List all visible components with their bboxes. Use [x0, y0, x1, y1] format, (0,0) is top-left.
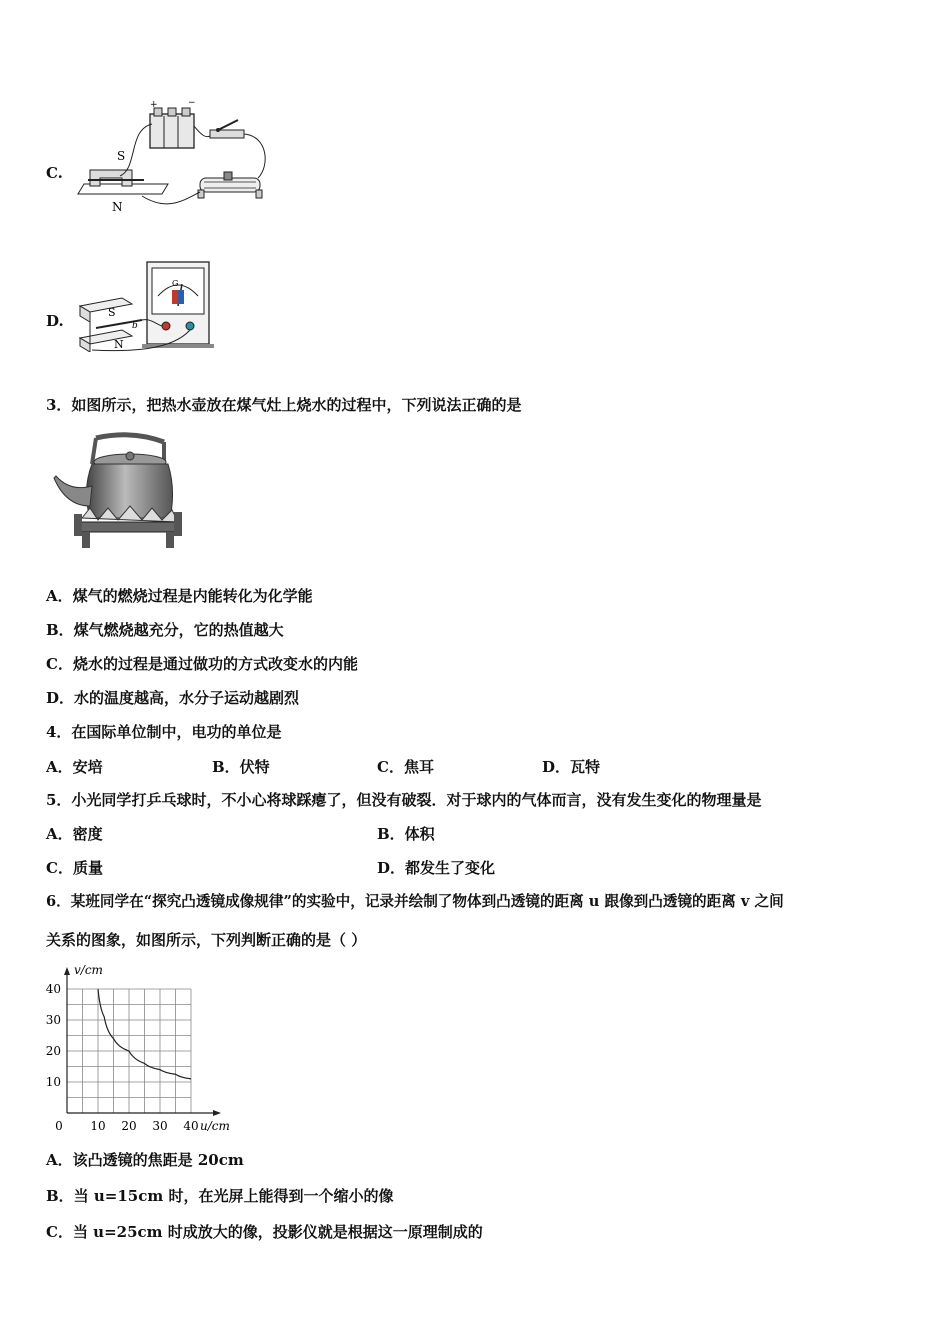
magnet-s-label: S [117, 149, 126, 163]
q6-option-b: B．当 u=15cm 时，在光屏上能得到一个缩小的像 [46, 1187, 394, 1205]
q4-option-a: A．安培 [46, 758, 103, 776]
x-tick-label: 0 [55, 1119, 63, 1133]
battery-icon [150, 98, 196, 148]
magnet-n-label: N [114, 338, 124, 351]
x-tick-label: 20 [121, 1119, 137, 1133]
y-tick-label: 10 [45, 1075, 61, 1089]
meter-g-label: G [172, 279, 179, 288]
question-5-stem: 5．小光同学打乒乓球时，不小心将球踩瘪了，但没有破裂．对于球内的气体而言，没有发生变化的物理量是 [46, 791, 762, 809]
q6-option-c: C．当 u=25cm 时成放大的像，投影仪就是根据这一原理制成的 [46, 1223, 483, 1241]
chart-y-axis-label: v/cm [74, 963, 103, 977]
q4-option-d: D．瓦特 [542, 758, 601, 776]
y-tick-label: 20 [45, 1044, 61, 1058]
y-axis-arrow [64, 967, 70, 975]
magnet-icon [80, 298, 142, 352]
kettle-figure [52, 430, 184, 552]
rheostat-icon [198, 172, 262, 198]
question-4-stem: 4．在国际单位制中，电功的单位是 [46, 723, 282, 741]
question-3-stem: 3．如图所示，把热水壶放在煤气灶上烧水的过程中，下列说法正确的是 [46, 396, 522, 414]
switch-icon [210, 120, 244, 138]
x-tick-label: 10 [90, 1119, 106, 1133]
chart-x-axis-label: u/cm [200, 1119, 230, 1133]
galvanometer-icon [142, 262, 214, 348]
y-tick-label: 40 [45, 982, 61, 996]
question-6-stem-line1: 6．某班同学在“探究凸透镜成像规律”的实验中，记录并绘制了物体到凸透镜的距离 u 跟像到凸透镜的距离 v 之间 [46, 893, 784, 910]
circuit-figure-c [72, 96, 272, 216]
x-tick-label: 40 [183, 1119, 199, 1133]
option-c-label: C. [46, 164, 63, 182]
uv-chart [40, 960, 240, 1136]
battery-plus: + [150, 100, 158, 110]
battery-minus: − [188, 98, 196, 108]
option-d-label: D. [46, 312, 64, 330]
q3-option-c: C．烧水的过程是通过做功的方式改变水的内能 [46, 655, 358, 673]
magnet-s-label: S [108, 306, 116, 319]
q4-option-b: B．伏特 [212, 758, 270, 776]
generator-figure-d [72, 260, 217, 352]
q3-option-d: D．水的温度越高，水分子运动越剧烈 [46, 689, 300, 707]
q5-option-a: A．密度 [46, 825, 103, 843]
magnet-icon [78, 149, 168, 214]
y-tick-label: 30 [45, 1013, 61, 1027]
q3-option-b: B．煤气燃烧越充分，它的热值越大 [46, 621, 284, 639]
wire-b-label: b [132, 321, 138, 331]
q5-option-b: B．体积 [377, 825, 435, 843]
q6-option-a: A．该凸透镜的焦距是 20cm [46, 1151, 244, 1169]
magnet-n-label: N [112, 200, 123, 214]
question-6-stem-line2: 关系的图象，如图所示，下列判断正确的是（ ） [46, 931, 367, 949]
q3-option-a: A．煤气的燃烧过程是内能转化为化学能 [46, 587, 313, 605]
kettle-icon [54, 435, 173, 518]
q4-option-c: C．焦耳 [377, 758, 434, 776]
x-axis-arrow [213, 1110, 221, 1116]
x-tick-label: 30 [152, 1119, 168, 1133]
q5-option-d: D．都发生了变化 [377, 859, 496, 877]
q5-option-c: C．质量 [46, 859, 103, 877]
